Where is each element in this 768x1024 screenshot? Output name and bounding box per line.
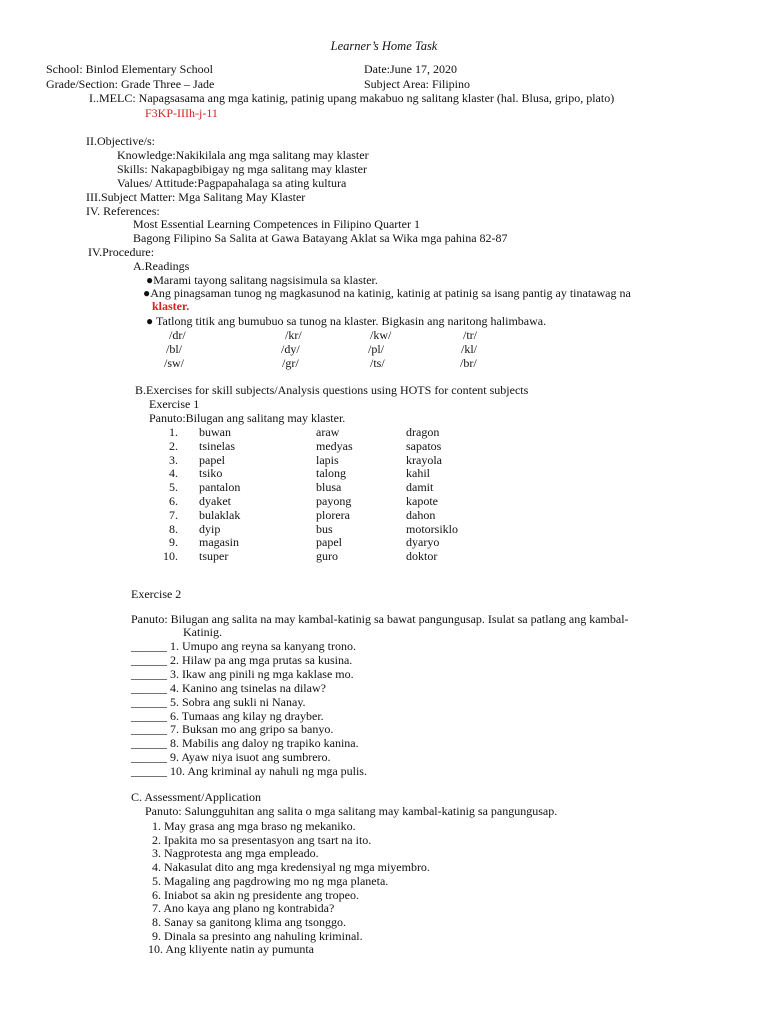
word-option: magasin bbox=[199, 535, 239, 549]
word-option: papel bbox=[199, 453, 225, 467]
cluster: /dy/ bbox=[281, 342, 300, 356]
exercise-2-instruction: Panuto: Bilugan ang salita na may kambal-katinig sa bawat pangungusap. Isulat sa patlang ang kambal- bbox=[131, 612, 629, 626]
item-number: 5. bbox=[169, 480, 178, 494]
procedure-heading: IV.Procedure: bbox=[88, 245, 155, 259]
item-number: 3. bbox=[169, 453, 178, 467]
word-option: dyip bbox=[199, 522, 221, 536]
date-label: Date:June 17, 2020 bbox=[364, 62, 457, 76]
list-item: 10. Ang kliyente natin ay pumunta bbox=[148, 942, 314, 956]
item-number: 1. bbox=[169, 425, 178, 439]
subject-area-label: Subject Area: Filipino bbox=[364, 77, 470, 91]
list-item: ______ 5. Sobra ang sukli ni Nanay. bbox=[131, 695, 306, 709]
melc-text: I..MELC: Napagsasama ang mga katinig, patinig upang makabuo ng salitang klaster (hal. Blusa, gripo, plato) bbox=[89, 91, 615, 105]
grade-section-label: Grade/Section: Grade Three – Jade bbox=[46, 77, 215, 91]
word-option: damit bbox=[406, 480, 434, 494]
word-option: medyas bbox=[316, 439, 353, 453]
word-option: tsinelas bbox=[199, 439, 235, 453]
list-item: 3. Nagprotesta ang mga empleado. bbox=[152, 846, 319, 860]
list-item: 8. Sanay sa ganitong klima ang tsonggo. bbox=[152, 915, 346, 929]
list-item: ______ 7. Buksan mo ang gripo sa banyo. bbox=[131, 722, 334, 736]
objective-skills: Skills: Nakapagbibigay ng mga salitang may klaster bbox=[117, 162, 367, 176]
word-option: payong bbox=[316, 494, 352, 508]
word-option: talong bbox=[316, 466, 346, 480]
list-item: 1. May grasa ang mga braso ng mekaniko. bbox=[152, 819, 356, 833]
word-option: bus bbox=[316, 522, 333, 536]
exercises-heading: B.Exercises for skill subjects/Analysis questions using HOTS for content subjects bbox=[135, 383, 529, 397]
list-item: 2. Ipakita mo sa presentasyon ang tsart na ito. bbox=[152, 833, 372, 847]
reading-2-term: klaster. bbox=[152, 299, 190, 313]
cluster: /tr/ bbox=[463, 328, 477, 342]
word-option: bulaklak bbox=[199, 508, 241, 522]
word-option: tsuper bbox=[199, 549, 229, 563]
word-option: pantalon bbox=[199, 480, 241, 494]
word-option: dyaket bbox=[199, 494, 231, 508]
school-label: School: Binlod Elementary School bbox=[46, 62, 213, 76]
reference-item: Bagong Filipino Sa Salita at Gawa Batayang Aklat sa Wika mga pahina 82-87 bbox=[133, 231, 508, 245]
word-option: doktor bbox=[406, 549, 438, 563]
assessment-instruction: Panuto: Salungguhitan ang salita o mga salitang may kambal-katinig sa pangungusap. bbox=[145, 804, 558, 818]
word-option: guro bbox=[316, 549, 338, 563]
word-option: dahon bbox=[406, 508, 436, 522]
item-number: 7. bbox=[169, 508, 178, 522]
list-item: ______ 6. Tumaas ang kilay ng drayber. bbox=[131, 709, 324, 723]
exercise-2-title: Exercise 2 bbox=[131, 587, 182, 601]
assessment-heading: C. Assessment/Application bbox=[131, 790, 261, 804]
cluster: /pl/ bbox=[368, 342, 385, 356]
word-option: lapis bbox=[316, 453, 339, 467]
list-item: ______ 4. Kanino ang tsinelas na dilaw? bbox=[131, 681, 326, 695]
exercise-2-instruction-cont: Katinig. bbox=[183, 625, 222, 639]
objectives-heading: II.Objective/s: bbox=[86, 134, 155, 148]
cluster: /kl/ bbox=[461, 342, 478, 356]
word-option: papel bbox=[316, 535, 342, 549]
word-option: buwan bbox=[199, 425, 231, 439]
word-option: krayola bbox=[406, 453, 442, 467]
reading-2: ●Ang pinagsaman tunog ng magkasunod na katinig, katinig at patinig sa isang pantig ay tinatawag na bbox=[143, 286, 631, 300]
word-option: kahil bbox=[406, 466, 430, 480]
exercise-1-title: Exercise 1 bbox=[149, 397, 200, 411]
word-option: plorera bbox=[316, 508, 350, 522]
word-option: dyaryo bbox=[406, 535, 440, 549]
word-option: blusa bbox=[316, 480, 342, 494]
list-item: 4. Nakasulat dito ang mga kredensiyal ng mga miyembro. bbox=[152, 860, 430, 874]
list-item: ______ 3. Ikaw ang pinili ng mga kaklase mo. bbox=[131, 667, 354, 681]
list-item: ______ 1. Umupo ang reyna sa kanyang trono. bbox=[131, 639, 356, 653]
list-item: 6. Iniabot sa akin ng presidente ang tropeo. bbox=[152, 888, 359, 902]
list-item: ______ 8. Mabilis ang daloy ng trapiko kanina. bbox=[131, 736, 359, 750]
item-number: 6. bbox=[169, 494, 178, 508]
list-item: ______ 10. Ang kriminal ay nahuli ng mga pulis. bbox=[131, 764, 367, 778]
cluster: /bl/ bbox=[166, 342, 183, 356]
cluster: /kr/ bbox=[285, 328, 302, 342]
reference-item: Most Essential Learning Competences in Filipino Quarter 1 bbox=[133, 217, 420, 231]
cluster: /sw/ bbox=[164, 356, 185, 370]
word-option: sapatos bbox=[406, 439, 442, 453]
cluster: /kw/ bbox=[370, 328, 392, 342]
objective-values: Values/ Attitude:Pagpapahalaga sa ating kultura bbox=[117, 176, 347, 190]
cluster: /br/ bbox=[460, 356, 477, 370]
references-heading: IV. References: bbox=[86, 204, 160, 218]
word-option: motorsiklo bbox=[406, 522, 459, 536]
item-number: 4. bbox=[169, 466, 178, 480]
word-option: dragon bbox=[406, 425, 440, 439]
list-item: 7. Ano kaya ang plano ng kontrabida? bbox=[152, 901, 335, 915]
reading-3: ● Tatlong titik ang bumubuo sa tunog na klaster. Bigkasin ang naritong halimbawa. bbox=[146, 314, 547, 328]
reading-1: ●Marami tayong salitang nagsisimula sa klaster. bbox=[146, 273, 378, 287]
item-number: 8. bbox=[169, 522, 178, 536]
item-number: 9. bbox=[169, 535, 178, 549]
list-item: ______ 2. Hilaw pa ang mga prutas sa kusina. bbox=[131, 653, 353, 667]
cluster: /dr/ bbox=[169, 328, 186, 342]
list-item: ______ 9. Ayaw niya isuot ang sumbrero. bbox=[131, 750, 331, 764]
word-option: kapote bbox=[406, 494, 438, 508]
readings-heading: A.Readings bbox=[133, 259, 190, 273]
list-item: 5. Magaling ang pagdrowing mo ng mga planeta. bbox=[152, 874, 389, 888]
melc-code: F3KP-IIIh-j-11 bbox=[145, 106, 218, 120]
list-item: 9. Dinala sa presinto ang nahuling kriminal. bbox=[152, 929, 363, 943]
word-option: tsiko bbox=[199, 466, 223, 480]
item-number: 2. bbox=[169, 439, 178, 453]
page-title: Learner’s Home Task bbox=[330, 39, 438, 53]
objective-knowledge: Knowledge:Nakikilala ang mga salitang may klaster bbox=[117, 148, 369, 162]
cluster: /gr/ bbox=[282, 356, 299, 370]
subject-matter: III.Subject Matter: Mga Salitang May Klaster bbox=[86, 190, 306, 204]
cluster: /ts/ bbox=[370, 356, 385, 370]
word-option: araw bbox=[316, 425, 340, 439]
exercise-1-instruction: Panuto:Bilugan ang salitang may klaster. bbox=[149, 411, 346, 425]
item-number: 10. bbox=[163, 549, 178, 563]
